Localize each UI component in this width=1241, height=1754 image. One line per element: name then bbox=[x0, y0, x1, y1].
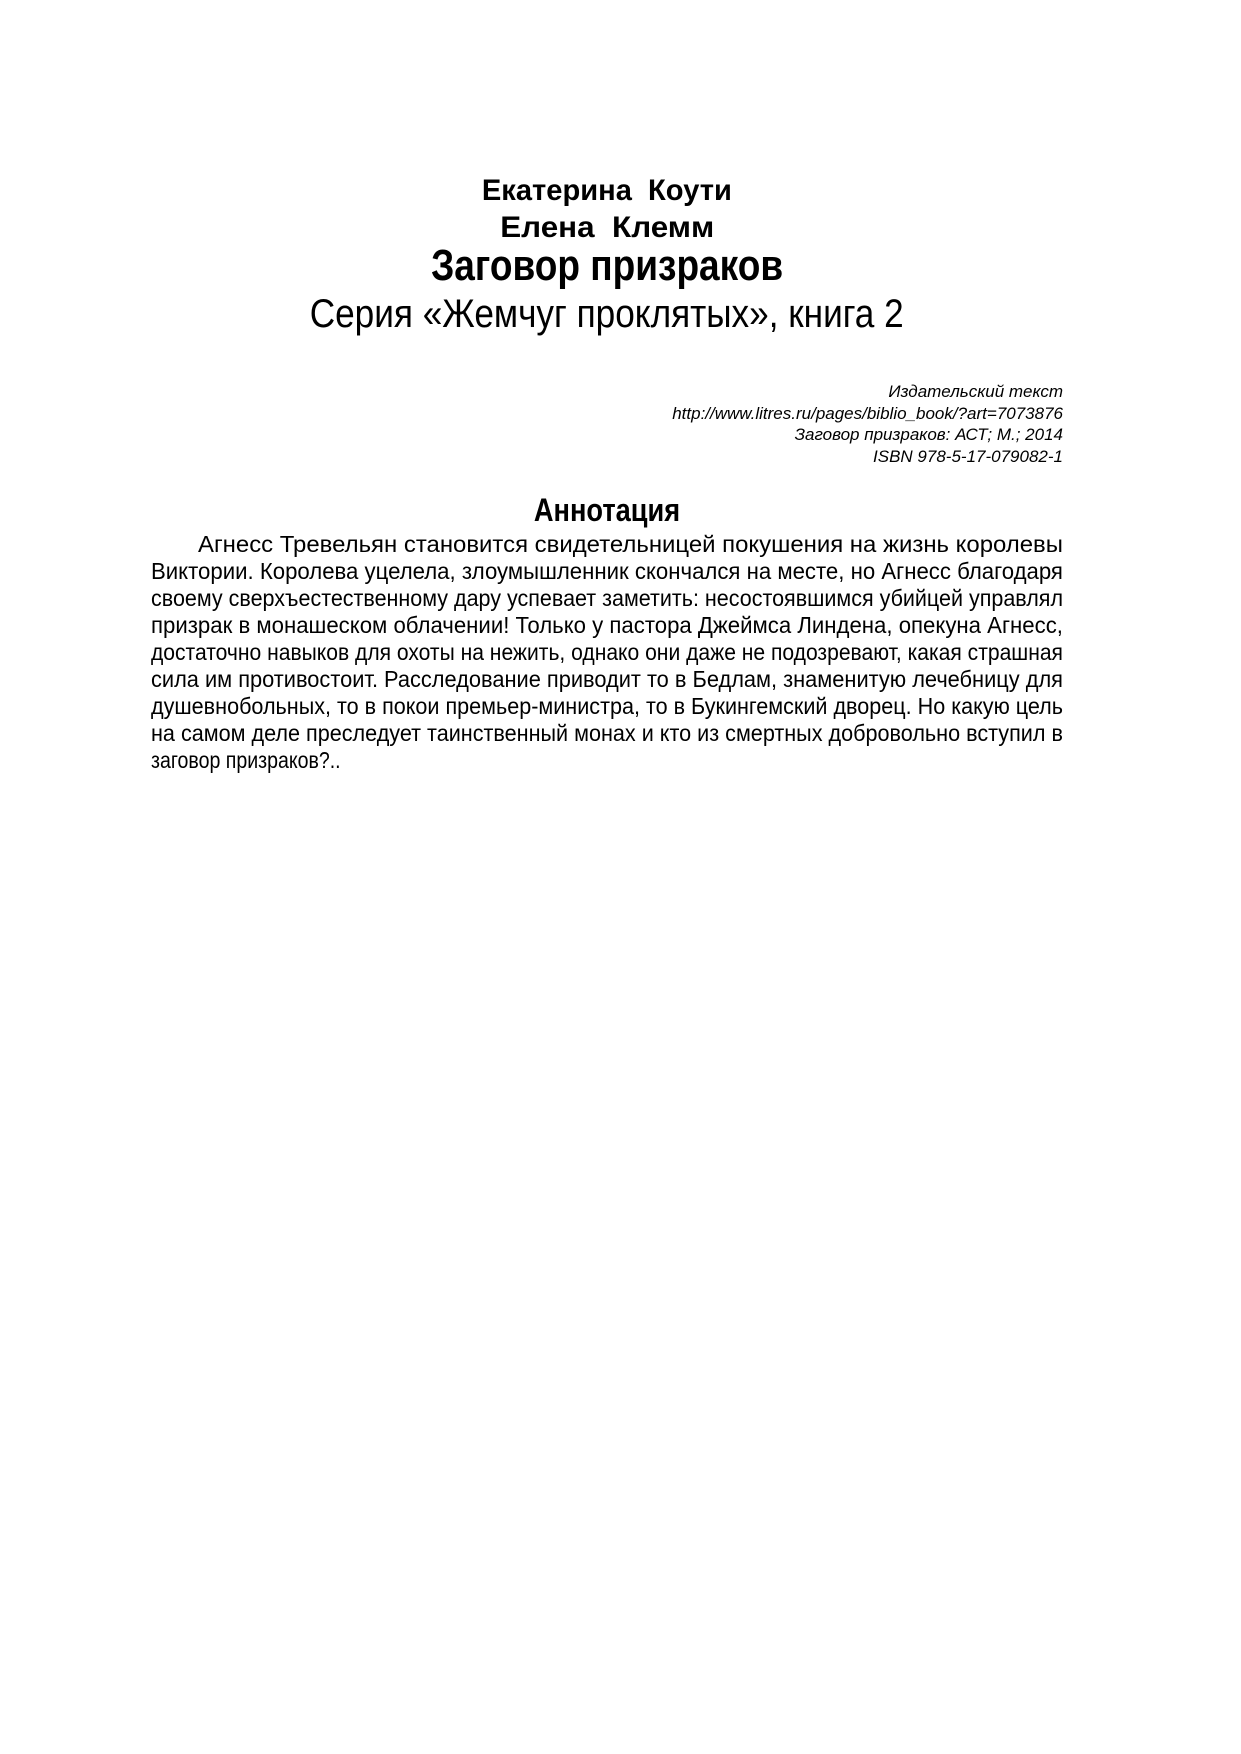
isbn-line bbox=[151, 446, 1063, 468]
book-title bbox=[151, 242, 1063, 290]
annotation-heading-text: Аннотация bbox=[533, 492, 681, 528]
annotation-line: душевнобольных, то в покои премьер-министра, то в Букингемский дворец. Но какую цель bbox=[151, 693, 1063, 719]
annotation-heading bbox=[151, 493, 1063, 527]
book-title-text: Заговор призраков bbox=[430, 241, 783, 290]
series-subtitle-text: Серия «Жемчуг проклятых», книга 2 bbox=[310, 292, 904, 336]
page-content bbox=[151, 0, 1063, 1754]
author-name-1-text: Екатерина Коути bbox=[481, 174, 732, 207]
book-url-line bbox=[151, 403, 1063, 425]
authors-block bbox=[151, 173, 1063, 246]
annotation-line: Агнесс Тревельян становится свидетельницей покушения на жизнь королевы bbox=[198, 531, 1063, 557]
series-subtitle bbox=[151, 292, 1063, 336]
annotation-paragraph bbox=[151, 531, 1063, 774]
annotation-line: достаточно навыков для охоты на нежить, однако они даже не подозревают, какая страшная bbox=[151, 639, 1063, 665]
publisher-type-text: Издательский текст bbox=[888, 382, 1063, 401]
isbn-text: ISBN 978-5-17-079082-1 bbox=[873, 446, 1063, 466]
author-name-1 bbox=[151, 173, 1063, 210]
annotation-line: своему сверхъестественному дару успевает заметить: несостоявшимся убийцей управлял bbox=[151, 585, 1064, 611]
publisher-type-line bbox=[151, 381, 1063, 403]
annotation-line: на самом деле преследует таинственный монах и кто из смертных добровольно вступил в bbox=[151, 720, 1063, 746]
edition-text: Заговор призраков: АСТ; М.; 2014 bbox=[794, 425, 1063, 444]
author-name-2-text: Елена Клемм bbox=[499, 210, 714, 244]
edition-line bbox=[151, 424, 1063, 446]
annotation-line: Виктории. Королева уцелела, злоумышленник скончался на месте, но Агнесс благодаря bbox=[151, 558, 1063, 584]
annotation-line: призрак в монашеском облачении! Только у пастора Джеймса Линдена, опекуна Агнесс, bbox=[151, 612, 1063, 638]
book-url[interactable]: http://www.litres.ru/pages/biblio_book/?art=7073876 bbox=[672, 403, 1063, 423]
annotation-line: сила им противостоит. Расследование приводит то в Бедлам, знаменитую лечебницу для bbox=[151, 666, 1063, 692]
publisher-block bbox=[151, 381, 1063, 467]
annotation-line: заговор призраков?.. bbox=[151, 747, 341, 773]
